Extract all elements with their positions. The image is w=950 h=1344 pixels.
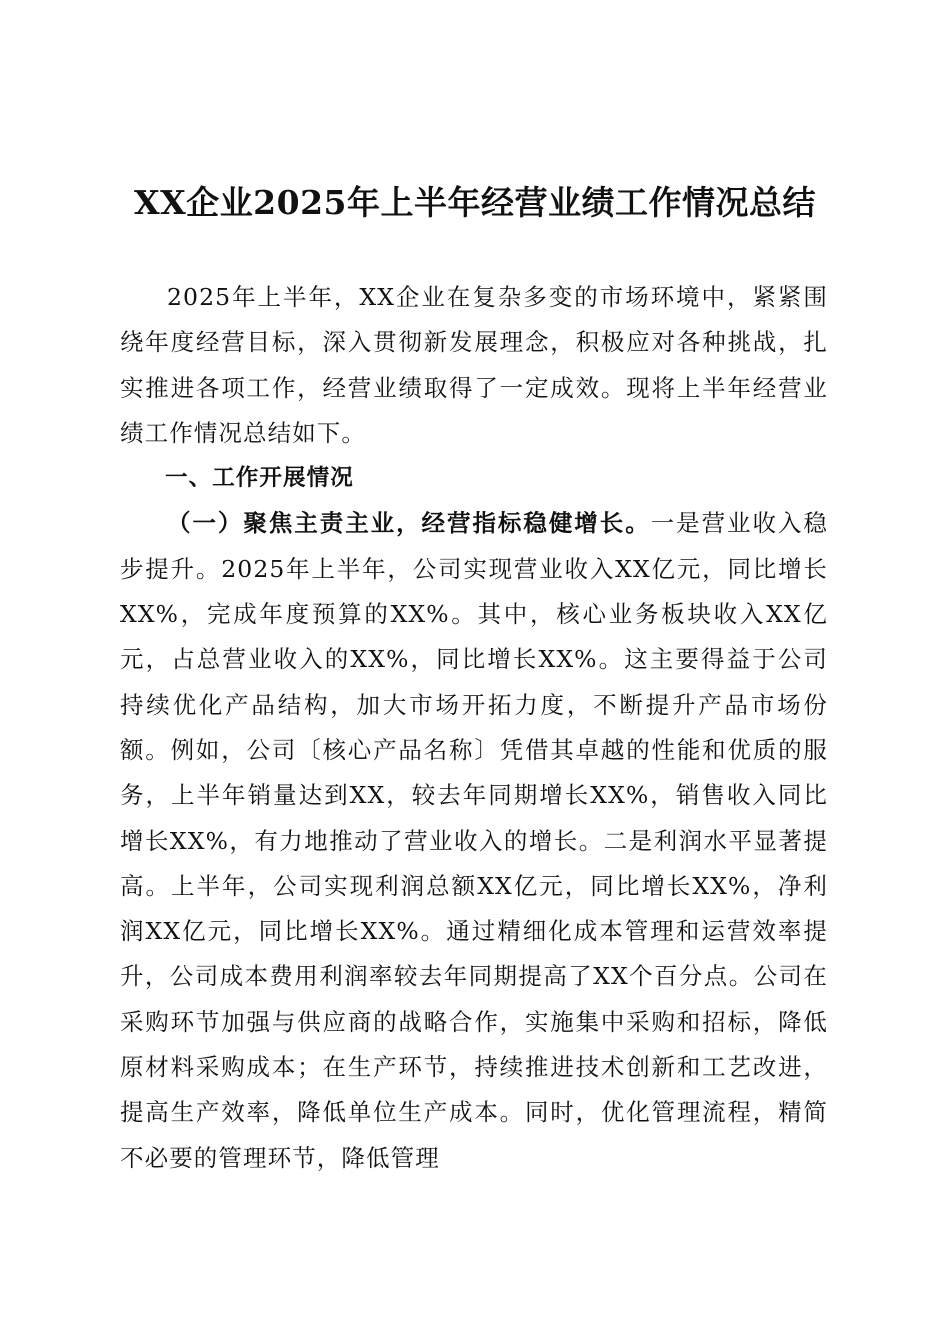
document-body <box>120 275 828 1181</box>
intro-paragraph: 2025年上半年，XX企业在复杂多变的市场环境中，紧紧围绕年度经营目标，深入贯彻新发展理念，积极应对各种挑战，扎实推进各项工作，经营业绩取得了一定成效。现将上半年经营业绩工作情况总结如下。 <box>120 283 828 447</box>
document-title: XX企业2025年上半年经营业绩工作情况总结 <box>133 183 817 222</box>
subsection-paragraph <box>120 501 828 1180</box>
subsection-text: 一是营业收入稳步提升。2025年上半年，公司实现营业收入XX亿元，同比增长XX%，完成年度预算的XX%。其中，核心业务板块收入XX亿元，占总营业收入的XX%，同比增长XX%。这主要得益于公司持续优化产品结构，加大市场开拓力度，不断提升产品市场份额。例如，公司〔核心产品名称〕凭借其卓越的性能和优质的服务，上半年销量达到XX，较去年同期增长XX%，销售收入同比增长XX%，有力地推动了营业收入的增长。二是利润水平显著提高。上半年，公司实现利润总额XX亿元，同比增长XX%，净利润XX亿元，同比增长XX%。通过精细化成本管理和运营效率提升，公司成本费用利润率较去年同期提高了XX个百分点。公司在采购环节加强与供应商的战略合作，实施集中采购和招标，降低原材料采购成本；在生产环节，持续推进技术创新和工艺改进，提高生产效率，降低单位生产成本。同时，优化管理流程，精简不必要的管理环节，降低管理 <box>120 509 828 1172</box>
section-heading: 一、工作开展情况 <box>165 465 354 492</box>
subsection-lead: （一）聚焦主责主业，经营指标稳健增长。 <box>167 509 651 538</box>
